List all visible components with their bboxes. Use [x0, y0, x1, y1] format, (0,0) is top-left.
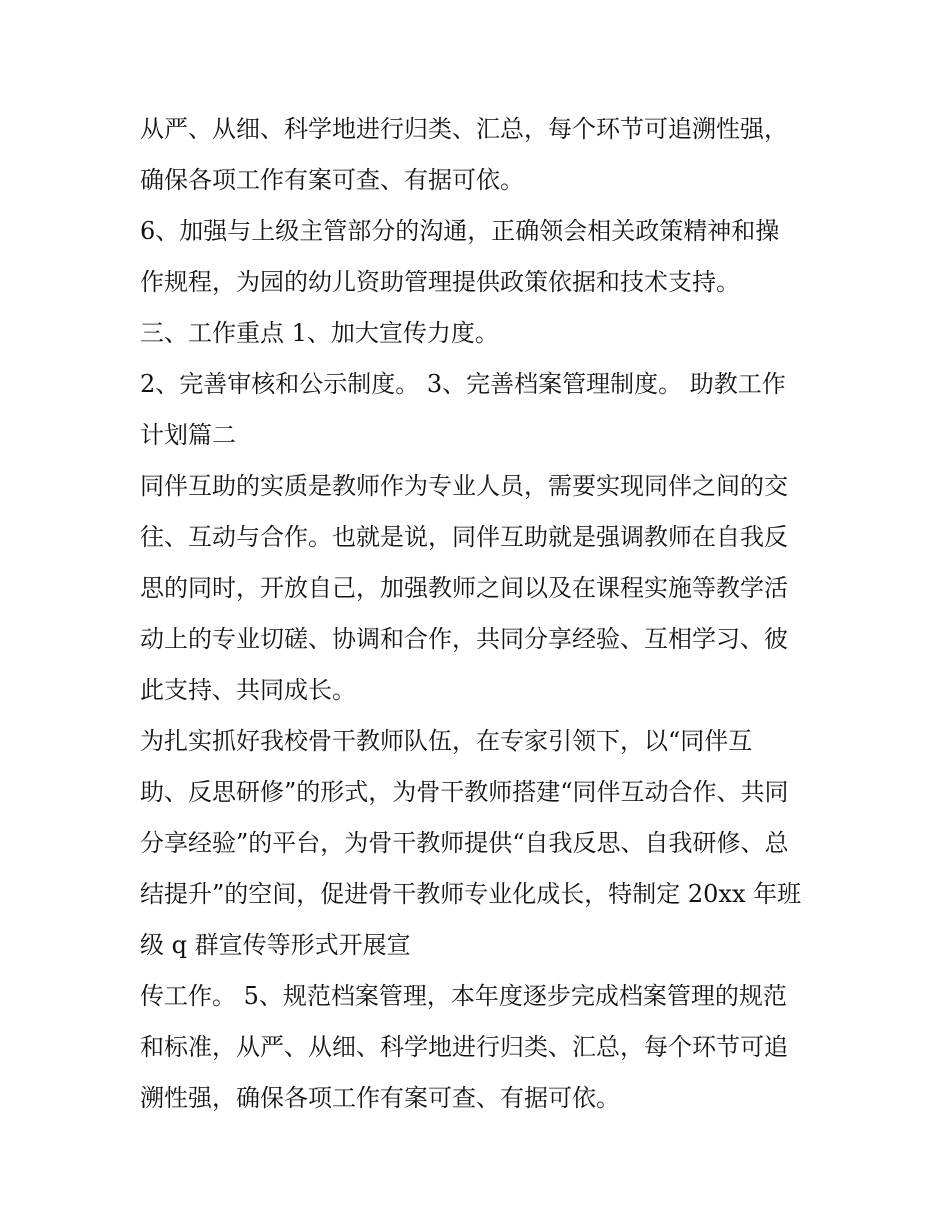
text-line: 三、工作重点 1、加大宣传力度。 [140, 319, 499, 347]
text-line: 结提升”的空间，促进骨干教师专业化成长，特制定 20xx 年班 [140, 880, 802, 908]
text-line: 动上的专业切磋、协调和合作，共同分享经验、互相学习、彼 [140, 625, 788, 653]
document-body [140, 104, 820, 1124]
text-line: 分享经验”的平台，为骨干教师提供“自我反思、自我研修、总 [140, 829, 789, 857]
text-line: 和标准，从严、从细、科学地进行归类、汇总，每个环节可追 [140, 1033, 788, 1061]
text-line: 级 q 群宣传等形式开展宣 [140, 931, 411, 959]
text-line: 传工作。 5、规范档案管理，本年度逐步完成档案管理的规范 [140, 982, 787, 1010]
text-line: 往、互动与合作。也就是说，同伴互助就是强调教师在自我反 [140, 523, 788, 551]
text-line: 助、反思研修”的形式，为骨干教师搭建“同伴互动合作、共同 [140, 778, 789, 806]
text-line: 确保各项工作有案可查、有据可依。 [140, 166, 524, 194]
text-line: 为扎实抓好我校骨干教师队伍，在专家引领下，以“同伴互 [140, 727, 753, 755]
text-line: 作规程，为园的幼儿资助管理提供政策依据和技术支持。 [140, 268, 740, 296]
text-line: 从严、从细、科学地进行归类、汇总，每个环节可追溯性强， [140, 115, 788, 143]
text-line: 此支持、共同成长。 [140, 676, 356, 704]
text-line: 溯性强，确保各项工作有案可查、有据可依。 [140, 1084, 620, 1112]
text-line: 同伴互助的实质是教师作为专业人员，需要实现同伴之间的交 [140, 472, 788, 500]
text-line: 6、加强与上级主管部分的沟通，正确领会相关政策精神和操 [140, 217, 780, 245]
text-line: 思的同时，开放自己，加强教师之间以及在课程实施等教学活 [140, 574, 788, 602]
text-line: 计划篇二 [140, 421, 236, 449]
text-line: 2、完善审核和公示制度。 3、完善档案管理制度。 助教工作 [140, 370, 786, 398]
